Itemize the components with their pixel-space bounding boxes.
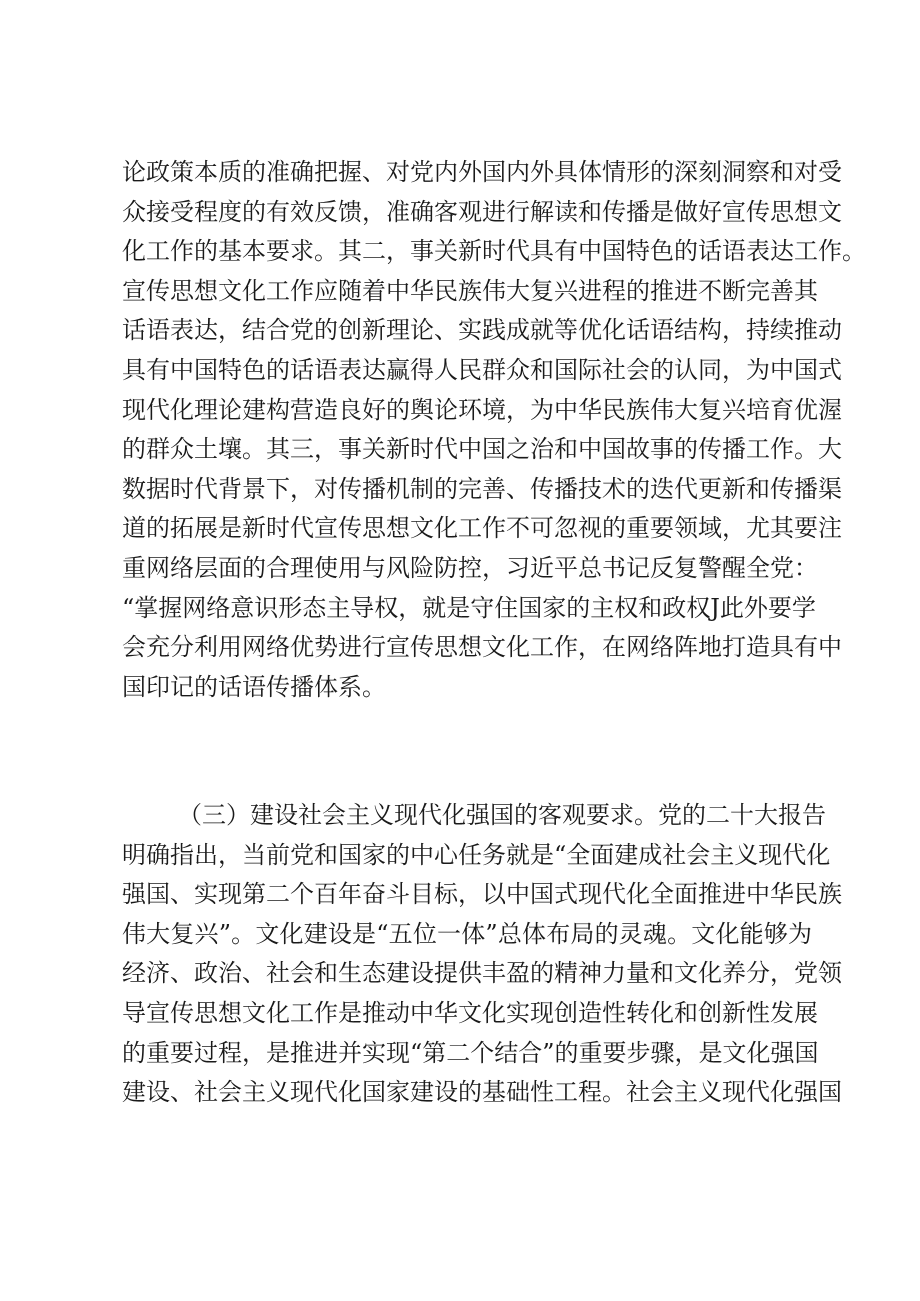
text-line: 的重要过程，是推进并实现“第二个结合”的重要步骤，是文化强国 bbox=[122, 1038, 819, 1067]
text-line: 宣传思想文化工作应随着中华民族伟大复兴进程的推进不断完善其 bbox=[122, 276, 818, 305]
text-line: 会充分利用网络优势进行宣传思想文化工作，在网络阵地打造具有中 bbox=[122, 633, 842, 662]
text-line: 论政策本质的准确把握、对党内外国内外具体情形的深刻洞察和对受 bbox=[122, 158, 842, 186]
text-line: 强国、实现第二个百年奋斗目标，以中国式现代化全面推进中华民族 bbox=[122, 880, 842, 909]
text-line: 伟大复兴”。文化建设是“五位一体”总体布局的灵魂。文化能够为 bbox=[122, 919, 812, 948]
text-line: 话语表达，结合党的创新理论、实践成就等优化话语结构，持续推动 bbox=[122, 316, 842, 345]
text-line: 的群众土壤。其三，事关新时代中国之治和中国故事的传播工作。大 bbox=[122, 435, 842, 464]
text-line: “掌握网络意识形态主导权，就是守住国家的主权和政权J此外要学 bbox=[122, 593, 816, 622]
text-line: 化工作的基本要求。其二，事关新时代具有中国特色的话语表达工作。 bbox=[122, 237, 866, 266]
text-line: 道的拓展是新时代宣传思想文化工作不可忽视的重要领域，尤其要注 bbox=[122, 514, 842, 543]
text-line: 众接受程度的有效反馈，准确客观进行解读和传播是做好宣传思想文 bbox=[122, 197, 842, 226]
text-line: 国印记的话语传播体系。 bbox=[122, 672, 386, 701]
text-line: 数据时代背景下，对传播机制的完善、传播技术的迭代更新和传播渠 bbox=[122, 474, 842, 503]
text-line: 建设、社会主义现代化国家建设的基础性工程。社会主义现代化强国 bbox=[122, 1078, 842, 1107]
text-line: 具有中国特色的话语表达赢得人民群众和国际社会的认同，为中国式 bbox=[122, 355, 842, 384]
paragraph-section-three bbox=[122, 796, 842, 1113]
text-line: 重网络层面的合理使用与风险防控，习近平总书记反复警醒全党： bbox=[122, 553, 818, 582]
text-line: 明确指出，当前党和国家的中心任务就是“全面建成社会主义现代化 bbox=[122, 840, 831, 869]
text-line: 现代化理论建构营造良好的舆论环境，为中华民族伟大复兴培育优渥 bbox=[122, 395, 842, 424]
paragraph-continuation bbox=[122, 153, 866, 707]
text-line: 经济、政治、社会和生态建设提供丰盈的精神力量和文化养分，党领 bbox=[122, 959, 842, 988]
text-line: 导宣传思想文化工作是推动中华文化实现创造性转化和创新性发展 bbox=[122, 998, 818, 1027]
section-heading-line: （三）建设社会主义现代化强国的客观要求。党的二十大报告 bbox=[178, 801, 826, 829]
